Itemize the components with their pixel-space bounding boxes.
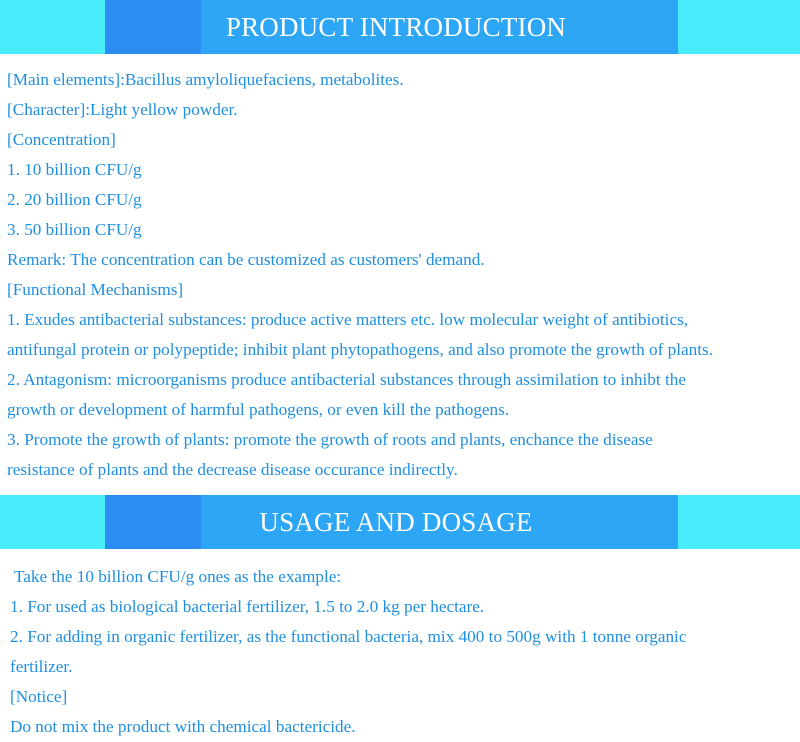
banner-right-block bbox=[678, 0, 800, 54]
text-line: Remark: The concentration can be customized as customers' demand. bbox=[7, 250, 485, 269]
text-line: resistance of plants and the decrease disease occurance indirectly. bbox=[7, 460, 458, 479]
text-line: antifungal protein or polypeptide; inhibit plant phytopathogens, and also promote the growth of plants. bbox=[7, 340, 713, 359]
text-line: [Functional Mechanisms] bbox=[7, 280, 184, 299]
text-line: Take the 10 billion CFU/g ones as the example: bbox=[10, 567, 342, 586]
text-line: Do not mix the product with chemical bactericide. bbox=[10, 717, 356, 736]
text-line: 1. 10 billion CFU/g bbox=[7, 160, 142, 179]
usage-dosage-banner bbox=[0, 495, 800, 549]
text-line: fertilizer. bbox=[10, 657, 73, 676]
product-introduction-banner bbox=[0, 0, 800, 54]
section-title: USAGE AND DOSAGE bbox=[259, 507, 533, 537]
text-line: 3. Promote the growth of plants: promote the growth of roots and plants, enchance the disease bbox=[7, 430, 653, 449]
text-line: [Main elements]:Bacillus amyloliquefaciens, metabolites. bbox=[7, 70, 404, 89]
text-line: [Concentration] bbox=[7, 130, 116, 149]
banner-right-block bbox=[678, 495, 800, 549]
banner-left-block bbox=[0, 495, 105, 549]
text-line: [Notice] bbox=[10, 687, 68, 706]
text-line: 3. 50 billion CFU/g bbox=[7, 220, 142, 239]
text-line: [Character]:Light yellow powder. bbox=[7, 100, 238, 119]
section-title: PRODUCT INTRODUCTION bbox=[225, 12, 567, 42]
text-line: 2. 20 billion CFU/g bbox=[7, 190, 142, 209]
text-line: 1. Exudes antibacterial substances: produce active matters etc. low molecular weight of antibiotics, bbox=[7, 310, 689, 329]
text-line: 2. Antagonism: microorganisms produce antibacterial substances through assimilation to inhibt the bbox=[7, 370, 686, 389]
text-line: growth or development of harmful pathogens, or even kill the pathogens. bbox=[7, 400, 510, 419]
text-line: 2. For adding in organic fertilizer, as the functional bacteria, mix 400 to 500g with 1 tonne organic bbox=[10, 627, 687, 646]
banner-dark-block bbox=[105, 495, 201, 549]
text-line: 1. For used as biological bacterial fertilizer, 1.5 to 2.0 kg per hectare. bbox=[10, 597, 485, 616]
banner-dark-block bbox=[105, 0, 201, 54]
banner-left-block bbox=[0, 0, 105, 54]
